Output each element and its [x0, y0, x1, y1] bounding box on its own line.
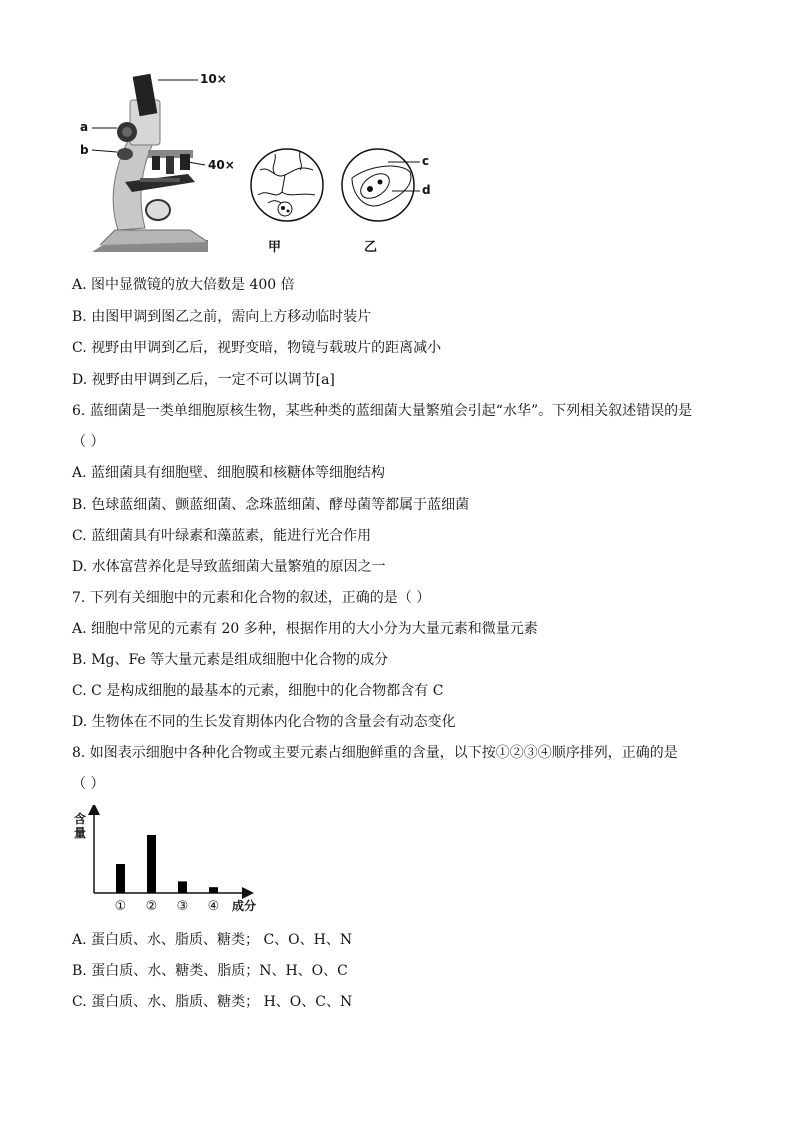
q6-option-a: A. 蓝细菌具有细胞壁、细胞膜和核糖体等细胞结构 — [72, 465, 386, 481]
q6-option-b: B. 色球蓝细菌、颤蓝细菌、念珠蓝细菌、酵母菌等都属于蓝细菌 — [72, 497, 470, 513]
q7-stem: 7. 下列有关细胞中的元素和化合物的叙述，正确的是（ ） — [72, 590, 431, 606]
x-axis-label: 成分 — [232, 899, 257, 913]
q6-stem: 6. 蓝细菌是一类单细胞原核生物，某些种类的蓝细菌大量繁殖会引起“水华”。下列相关叙述错误的是 — [72, 403, 693, 419]
fine-adjustment-label-b: b — [80, 143, 89, 157]
view-yi-label: 乙 — [364, 240, 378, 255]
bar-4 — [209, 887, 218, 893]
cell-label-c: c — [422, 154, 430, 168]
x-tick-label-2: ② — [145, 899, 158, 914]
microscope-image — [70, 70, 470, 260]
q8-answer-paren: （ ） — [72, 776, 105, 792]
x-tick-label-1: ① — [114, 899, 127, 914]
view-jia-label: 甲 — [268, 240, 282, 255]
bar-3 — [178, 881, 187, 893]
nucleus-label-d: d — [422, 183, 431, 197]
q8-bar-chart — [70, 805, 280, 915]
q7-option-b: B. Mg、Fe 等大量元素是组成细胞中化合物的成分 — [72, 652, 389, 668]
bar-1 — [116, 864, 125, 893]
y-axis-label-part2: 量 — [74, 826, 87, 840]
q8-option-a: A. 蛋白质、水、脂质、糖类； C、O、H、N — [72, 932, 353, 948]
eyepiece-magnification-label: 10× — [200, 72, 227, 86]
q7-option-a: A. 细胞中常见的元素有 20 多种，根据作用的大小分为大量元素和微量元素 — [72, 621, 538, 637]
q8-option-b: B. 蛋白质、水、糖类、脂质；N、H、O、C — [72, 963, 348, 979]
bar-2 — [147, 835, 156, 893]
q7-option-c: C. C 是构成细胞的最基本的元素，细胞中的化合物都含有 C — [72, 683, 444, 699]
q8-option-c: C. 蛋白质、水、脂质、糖类； H、O、C、N — [72, 994, 353, 1010]
q8-stem: 8. 如图表示细胞中各种化合物或主要元素占细胞鲜重的含量，以下按①②③④顺序排列，正确的是 — [72, 745, 678, 761]
q6-option-c: C. 蓝细菌具有叶绿素和藻蓝素，能进行光合作用 — [72, 528, 372, 544]
q7-option-d: D. 生物体在不同的生长发育期体内化合物的含量会有动态变化 — [72, 714, 456, 730]
microscope-figure — [70, 70, 470, 260]
q5-option-c: C. 视野由甲调到乙后，视野变暗，物镜与载玻片的距离减小 — [72, 340, 442, 356]
x-tick-label-4: ④ — [207, 899, 220, 914]
q5-option-d: D. 视野由甲调到乙后，一定不可以调节[a] — [72, 372, 335, 388]
coarse-adjustment-label-a: a — [80, 120, 89, 134]
q6-option-d: D. 水体富营养化是导致蓝细菌大量繁殖的原因之一 — [72, 559, 386, 575]
q6-answer-paren: （ ） — [72, 434, 105, 450]
x-tick-label-3: ③ — [176, 899, 189, 914]
y-axis-label-part1: 含 — [74, 812, 87, 826]
q5-option-a: A. 图中显微镜的放大倍数是 400 倍 — [72, 277, 295, 293]
objective-magnification-label: 40× — [208, 158, 235, 172]
q5-option-b: B. 由图甲调到图乙之前，需向上方移动临时装片 — [72, 309, 372, 325]
